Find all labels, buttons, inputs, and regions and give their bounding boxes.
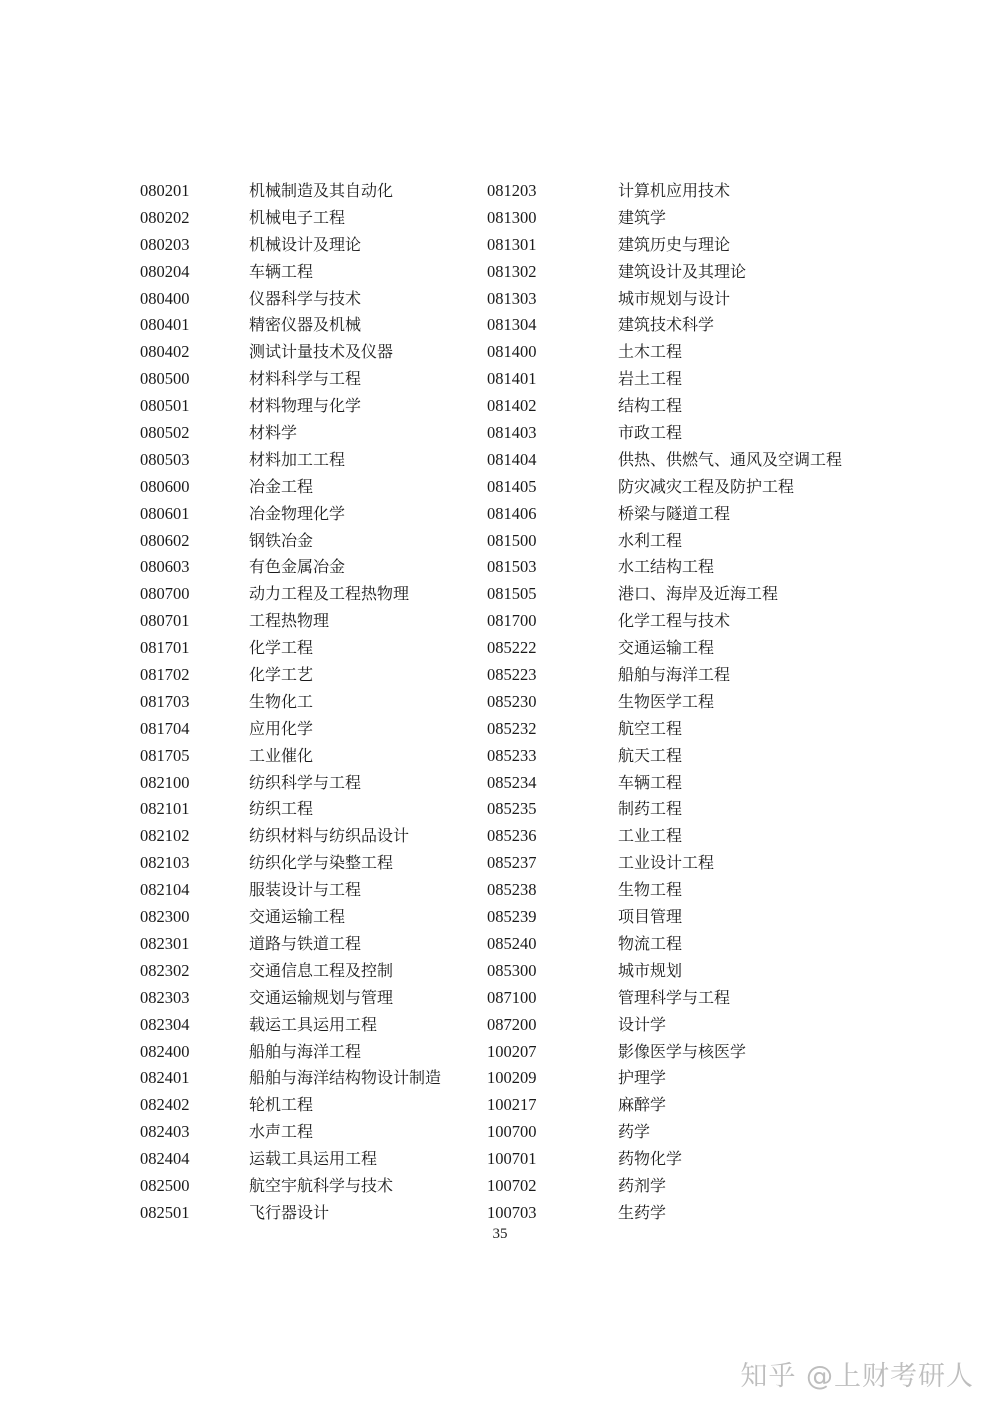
major-name-left: 机械制造及其自动化 bbox=[249, 181, 394, 200]
major-name-left: 仪器科学与技术 bbox=[249, 288, 362, 308]
major-name-right: 车辆工程 bbox=[618, 772, 683, 792]
major-code-right: 100209 bbox=[487, 1068, 537, 1088]
major-code-right: 100217 bbox=[487, 1095, 537, 1115]
major-code-right: 085239 bbox=[487, 907, 537, 927]
major-name-left: 交通运输工程 bbox=[249, 907, 346, 927]
major-code-table bbox=[140, 178, 880, 1227]
major-code-left: 082301 bbox=[140, 933, 190, 953]
major-code-right: 100700 bbox=[487, 1122, 537, 1142]
major-code-left: 082404 bbox=[140, 1149, 190, 1169]
table-row bbox=[140, 581, 880, 608]
major-name-right: 管理科学与工程 bbox=[618, 987, 731, 1007]
major-code-right: 085222 bbox=[487, 638, 537, 658]
table-row bbox=[140, 1065, 880, 1092]
table-row bbox=[140, 743, 880, 770]
table-row bbox=[140, 1173, 880, 1200]
major-code-left: 082400 bbox=[140, 1041, 190, 1061]
major-code-left: 082500 bbox=[140, 1175, 190, 1195]
major-code-right: 081300 bbox=[487, 207, 537, 227]
major-name-left: 生物化工 bbox=[249, 691, 314, 711]
major-name-left: 水声工程 bbox=[249, 1122, 314, 1142]
major-name-left: 纺织科学与工程 bbox=[249, 772, 362, 792]
major-code-right: 085233 bbox=[487, 745, 537, 765]
major-name-right: 岩土工程 bbox=[618, 369, 683, 389]
table-row bbox=[140, 662, 880, 689]
major-name-left: 车辆工程 bbox=[249, 261, 314, 281]
major-name-right: 工业设计工程 bbox=[618, 853, 715, 873]
table-row bbox=[140, 259, 880, 286]
major-code-left: 082304 bbox=[140, 1014, 190, 1034]
table-row bbox=[140, 689, 880, 716]
major-code-right: 100207 bbox=[487, 1041, 537, 1061]
major-name-right: 药物化学 bbox=[618, 1149, 683, 1169]
major-code-right: 081203 bbox=[487, 181, 537, 200]
major-code-right: 085223 bbox=[487, 665, 537, 685]
table-row bbox=[140, 312, 880, 339]
table-row bbox=[140, 608, 880, 635]
major-code-right: 081404 bbox=[487, 449, 537, 469]
major-code-left: 080700 bbox=[140, 584, 190, 604]
table-row bbox=[140, 501, 880, 528]
major-name-left: 道路与铁道工程 bbox=[249, 933, 362, 953]
table-row bbox=[140, 232, 880, 259]
major-name-right: 制药工程 bbox=[618, 799, 683, 819]
major-code-right: 081406 bbox=[487, 503, 537, 523]
major-name-left: 纺织材料与纺织品设计 bbox=[249, 826, 410, 846]
major-code-right: 085300 bbox=[487, 960, 537, 980]
major-code-right: 085240 bbox=[487, 933, 537, 953]
table-row bbox=[140, 1092, 880, 1119]
table-row bbox=[140, 554, 880, 581]
major-name-right: 桥梁与隧道工程 bbox=[618, 503, 731, 523]
major-code-left: 080501 bbox=[140, 396, 190, 416]
major-code-right: 085234 bbox=[487, 772, 537, 792]
major-name-left: 船舶与海洋工程 bbox=[249, 1041, 362, 1061]
page-number: 35 bbox=[492, 1226, 508, 1242]
major-name-right: 建筑历史与理论 bbox=[618, 234, 731, 254]
table-row bbox=[140, 474, 880, 501]
major-code-left: 082104 bbox=[140, 880, 190, 900]
major-code-right: 087100 bbox=[487, 987, 537, 1007]
major-name-left: 载运工具运用工程 bbox=[249, 1014, 378, 1034]
table-row bbox=[140, 366, 880, 393]
major-code-left: 082501 bbox=[140, 1202, 190, 1222]
major-name-left: 飞行器设计 bbox=[249, 1202, 330, 1222]
major-name-left: 冶金工程 bbox=[249, 476, 314, 496]
major-name-right: 市政工程 bbox=[618, 423, 683, 443]
major-name-right: 护理学 bbox=[618, 1068, 667, 1088]
major-name-left: 材料科学与工程 bbox=[249, 369, 362, 389]
major-code-right: 081405 bbox=[487, 476, 537, 496]
table-row bbox=[140, 770, 880, 797]
major-code-right: 081403 bbox=[487, 423, 537, 443]
major-code-left: 081705 bbox=[140, 745, 190, 765]
major-name-left: 航空宇航科学与技术 bbox=[249, 1175, 394, 1195]
major-code-left: 082401 bbox=[140, 1068, 190, 1088]
major-name-right: 结构工程 bbox=[618, 396, 683, 416]
major-code-right: 081700 bbox=[487, 611, 537, 631]
table-row bbox=[140, 286, 880, 313]
major-code-right: 081301 bbox=[487, 234, 537, 254]
major-name-right: 土木工程 bbox=[618, 342, 683, 362]
major-code-right: 081503 bbox=[487, 557, 537, 577]
major-name-left: 有色金属冶金 bbox=[249, 557, 346, 577]
major-code-left: 080401 bbox=[140, 315, 190, 335]
table-row bbox=[140, 420, 880, 447]
major-name-left: 材料学 bbox=[249, 423, 298, 443]
major-code-right: 100702 bbox=[487, 1175, 537, 1195]
major-code-left: 080402 bbox=[140, 342, 190, 362]
major-code-right: 085236 bbox=[487, 826, 537, 846]
major-name-right: 化学工程与技术 bbox=[618, 611, 731, 631]
major-name-left: 船舶与海洋结构物设计制造 bbox=[249, 1068, 442, 1088]
major-code-right: 087200 bbox=[487, 1014, 537, 1034]
major-name-left: 动力工程及工程热物理 bbox=[249, 584, 410, 604]
major-code-right: 100703 bbox=[487, 1202, 537, 1222]
major-name-left: 工程热物理 bbox=[249, 611, 330, 631]
major-code-left: 081703 bbox=[140, 691, 190, 711]
major-code-left: 080603 bbox=[140, 557, 190, 577]
major-name-right: 供热、供燃气、通风及空调工程 bbox=[618, 449, 843, 469]
major-name-right: 设计学 bbox=[618, 1014, 667, 1034]
table-row bbox=[140, 716, 880, 743]
table-row bbox=[140, 1039, 880, 1066]
major-name-left: 纺织工程 bbox=[249, 799, 314, 819]
major-name-right: 建筑学 bbox=[618, 207, 667, 227]
major-name-right: 船舶与海洋工程 bbox=[618, 665, 731, 685]
table-row bbox=[140, 904, 880, 931]
major-code-left: 081701 bbox=[140, 638, 190, 658]
major-name-right: 交通运输工程 bbox=[618, 638, 715, 658]
table-row bbox=[140, 823, 880, 850]
major-name-right: 项目管理 bbox=[618, 907, 683, 927]
major-name-left: 轮机工程 bbox=[249, 1095, 314, 1115]
major-code-left: 080204 bbox=[140, 261, 190, 281]
table-row bbox=[140, 393, 880, 420]
major-code-left: 080500 bbox=[140, 369, 190, 389]
major-name-right: 麻醉学 bbox=[618, 1095, 667, 1115]
table-row bbox=[140, 931, 880, 958]
major-code-left: 082402 bbox=[140, 1095, 190, 1115]
major-name-right: 物流工程 bbox=[618, 933, 683, 953]
major-name-left: 冶金物理化学 bbox=[249, 503, 346, 523]
major-code-right: 081303 bbox=[487, 288, 537, 308]
major-code-left: 080400 bbox=[140, 288, 190, 308]
table-row bbox=[140, 1012, 880, 1039]
major-code-left: 080503 bbox=[140, 449, 190, 469]
major-name-left: 纺织化学与染整工程 bbox=[249, 853, 394, 873]
major-code-right: 100701 bbox=[487, 1149, 537, 1169]
major-name-left: 材料物理与化学 bbox=[249, 396, 362, 416]
major-name-right: 城市规划与设计 bbox=[618, 288, 731, 308]
major-code-left: 082101 bbox=[140, 799, 190, 819]
table-row bbox=[140, 1200, 880, 1227]
major-code-left: 080201 bbox=[140, 181, 190, 200]
major-code-left: 082103 bbox=[140, 853, 190, 873]
major-code-left: 080701 bbox=[140, 611, 190, 631]
major-code-left: 080600 bbox=[140, 476, 190, 496]
watermark-text: 知乎 @上财考研人 bbox=[740, 1361, 974, 1392]
major-name-right: 影像医学与核医学 bbox=[618, 1041, 747, 1061]
major-name-right: 药剂学 bbox=[618, 1175, 667, 1195]
major-code-left: 081702 bbox=[140, 665, 190, 685]
table-row bbox=[140, 985, 880, 1012]
major-name-right: 水工结构工程 bbox=[618, 557, 715, 577]
major-name-left: 化学工程 bbox=[249, 638, 314, 658]
major-name-right: 药学 bbox=[618, 1122, 651, 1142]
major-name-left: 服装设计与工程 bbox=[249, 880, 362, 900]
major-code-right: 081400 bbox=[487, 342, 537, 362]
major-code-right: 081304 bbox=[487, 315, 537, 335]
major-code-left: 082300 bbox=[140, 907, 190, 927]
major-code-left: 082100 bbox=[140, 772, 190, 792]
table-row bbox=[140, 958, 880, 985]
major-name-right: 建筑设计及其理论 bbox=[618, 261, 747, 281]
table-row bbox=[140, 796, 880, 823]
major-name-left: 交通信息工程及控制 bbox=[249, 960, 394, 980]
major-name-left: 测试计量技术及仪器 bbox=[249, 342, 394, 362]
major-code-left: 080502 bbox=[140, 423, 190, 443]
table-row bbox=[140, 1119, 880, 1146]
major-name-left: 机械电子工程 bbox=[249, 207, 346, 227]
major-code-right: 085237 bbox=[487, 853, 537, 873]
major-code-left: 080602 bbox=[140, 530, 190, 550]
table-row bbox=[140, 528, 880, 555]
major-name-left: 运载工具运用工程 bbox=[249, 1149, 378, 1169]
major-code-left: 082302 bbox=[140, 960, 190, 980]
major-code-left: 082303 bbox=[140, 987, 190, 1007]
major-code-right: 081505 bbox=[487, 584, 537, 604]
table-row bbox=[140, 205, 880, 232]
major-name-left: 钢铁冶金 bbox=[249, 530, 314, 550]
major-code-right: 085230 bbox=[487, 691, 537, 711]
major-name-right: 工业工程 bbox=[618, 826, 683, 846]
major-name-right: 防灾减灾工程及防护工程 bbox=[618, 476, 795, 496]
major-name-left: 精密仪器及机械 bbox=[249, 315, 362, 335]
table-row bbox=[140, 1146, 880, 1173]
table-row bbox=[140, 850, 880, 877]
major-name-left: 化学工艺 bbox=[249, 665, 314, 685]
major-name-left: 交通运输规划与管理 bbox=[249, 987, 394, 1007]
major-code-right: 081302 bbox=[487, 261, 537, 281]
major-name-left: 工业催化 bbox=[249, 745, 314, 765]
major-code-right: 085232 bbox=[487, 718, 537, 738]
major-name-right: 水利工程 bbox=[618, 530, 683, 550]
major-code-right: 085238 bbox=[487, 880, 537, 900]
major-code-left: 081704 bbox=[140, 718, 190, 738]
major-code-right: 081401 bbox=[487, 369, 537, 389]
major-name-right: 生物医学工程 bbox=[618, 691, 715, 711]
major-code-left: 082102 bbox=[140, 826, 190, 846]
table-row bbox=[140, 178, 880, 205]
major-code-left: 080203 bbox=[140, 234, 190, 254]
major-name-left: 材料加工工程 bbox=[249, 449, 346, 469]
major-name-right: 建筑技术科学 bbox=[618, 315, 715, 335]
major-name-right: 航空工程 bbox=[618, 718, 683, 738]
major-name-right: 航天工程 bbox=[618, 745, 683, 765]
major-name-right: 计算机应用技术 bbox=[618, 181, 731, 200]
major-name-right: 城市规划 bbox=[618, 960, 683, 980]
table-row bbox=[140, 339, 880, 366]
major-code-right: 081402 bbox=[487, 396, 537, 416]
major-name-right: 生物工程 bbox=[618, 880, 683, 900]
major-name-left: 应用化学 bbox=[249, 718, 314, 738]
major-code-left: 080202 bbox=[140, 207, 190, 227]
table-row bbox=[140, 635, 880, 662]
major-code-left: 082403 bbox=[140, 1122, 190, 1142]
major-code-left: 080601 bbox=[140, 503, 190, 523]
major-code-right: 081500 bbox=[487, 530, 537, 550]
table-row bbox=[140, 447, 880, 474]
major-name-left: 机械设计及理论 bbox=[249, 234, 362, 254]
table-row bbox=[140, 877, 880, 904]
major-code-right: 085235 bbox=[487, 799, 537, 819]
major-name-right: 生药学 bbox=[618, 1202, 667, 1222]
major-name-right: 港口、海岸及近海工程 bbox=[618, 584, 779, 604]
